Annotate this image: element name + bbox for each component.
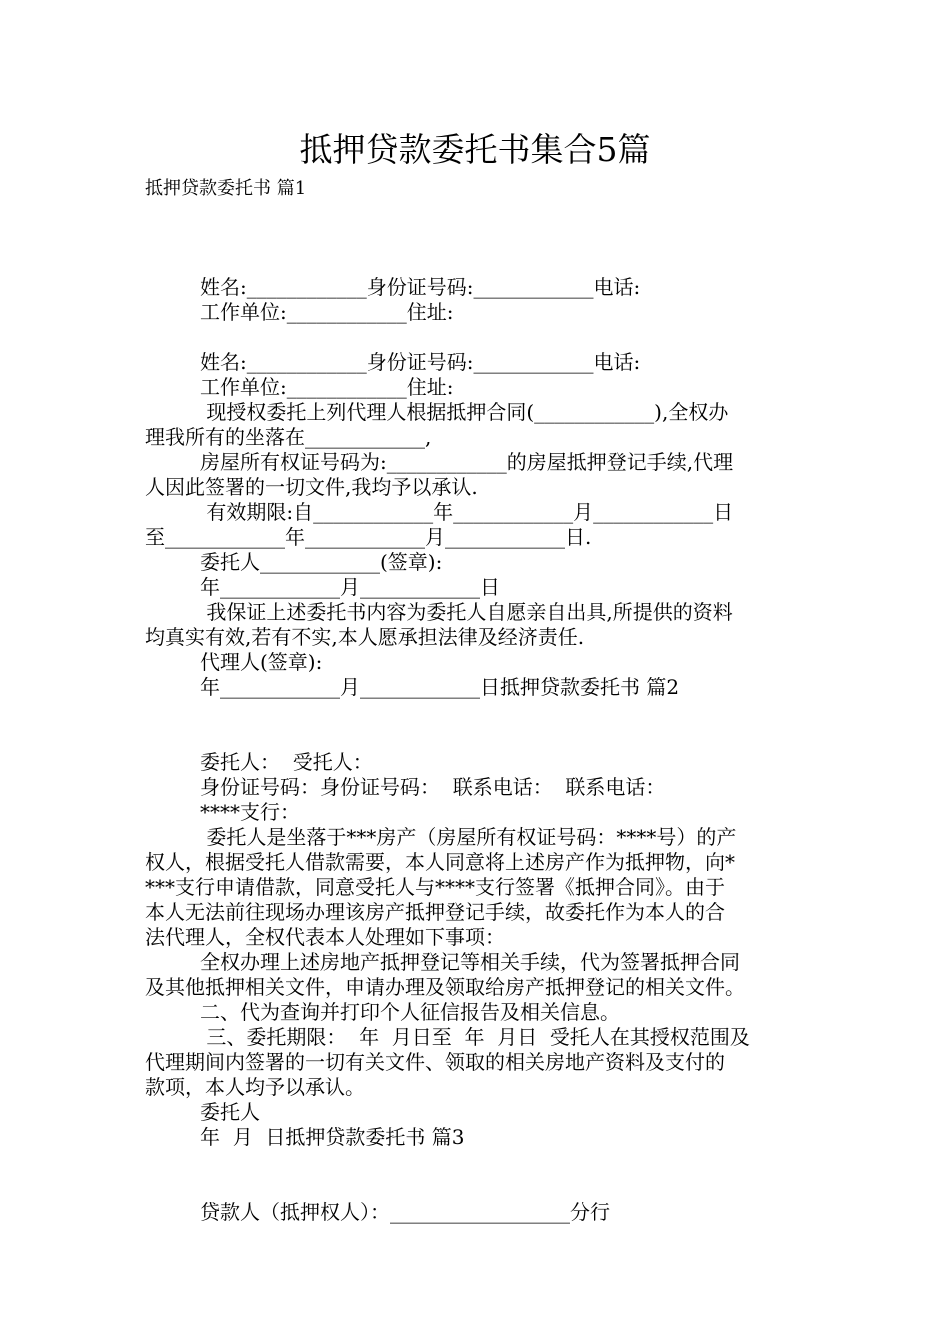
agent-date-and-heading-2: 年____________月____________日抵押贷款委托书 篇2: [200, 675, 680, 699]
item-one-line-2: 及其他抵押相关文件，申请办理及领取给房产抵押登记的相关文件。: [145, 975, 745, 999]
authorization-line-4: 人因此签署的一切文件,我均予以承认.: [145, 475, 478, 499]
statement-line-2: 权人，根据受托人借款需要，本人同意将上述房产作为抵押物，向*: [145, 850, 735, 874]
guarantee-line-1: 我保证上述委托书内容为委托人自愿亲自出具,所提供的资料: [200, 600, 733, 624]
parties-line: 委托人： 受托人：: [200, 750, 373, 774]
authorization-line-2: 理我所有的坐落在____________,: [145, 425, 432, 449]
principal-workplace-line: 工作单位:____________住址:: [200, 300, 454, 324]
statement-line-3: ***支行申请借款，同意受托人与****支行签署《抵押合同》。由于: [145, 875, 725, 899]
agent-signature-line: 代理人(签章):: [200, 650, 323, 674]
principal-signature-line: 委托人____________(签章):: [200, 550, 443, 574]
guarantee-line-2: 均真实有效,若有不实,本人愿承担法律及经济责任.: [145, 625, 585, 649]
item-three-line-1: 三、委托期限： 年 月日至 年 月日 受托人在其授权范围及: [200, 1025, 750, 1049]
statement-line-4: 本人无法前往现场办理该房产抵押登记手续，故委托作为本人的合: [145, 900, 725, 924]
date-and-heading-3: 年 月 日抵押贷款委托书 篇3: [200, 1125, 465, 1149]
item-two-line: 二、代为查询并打印个人征信报告及相关信息。: [200, 1000, 620, 1024]
lender-line: 贷款人（抵押权人）：__________________分行: [200, 1200, 610, 1224]
item-one-line-1: 全权办理上述房地产抵押登记等相关手续，代为签署抵押合同: [200, 950, 740, 974]
section-heading-1: 抵押贷款委托书 篇1: [145, 178, 307, 199]
principal-name-line: 姓名:____________身份证号码:____________电话:: [200, 275, 641, 299]
statement-line-5: 法代理人，全权代表本人处理如下事项：: [145, 925, 505, 949]
validity-line-2: 至____________年____________月____________日.: [145, 525, 592, 549]
item-three-line-2: 代理期间内签署的一切有关文件、领取的相关房地产资料及支付的: [145, 1050, 725, 1074]
statement-line-1: 委托人是坐落于***房产（房屋所有权证号码：****号）的产: [200, 825, 737, 849]
principal-date-line: 年____________月____________日: [200, 575, 500, 599]
document-title: 抵押贷款委托书集合5篇: [299, 130, 651, 169]
bank-branch-line: ****支行：: [200, 800, 300, 824]
agent-name-line: 姓名:____________身份证号码:____________电话:: [200, 350, 641, 374]
principal-label: 委托人: [200, 1100, 260, 1124]
agent-workplace-line: 工作单位:____________住址:: [200, 375, 454, 399]
item-three-line-3: 款项，本人均予以承认。: [145, 1075, 365, 1099]
authorization-line-3: 房屋所有权证号码为:____________的房屋抵押登记手续,代理: [200, 450, 734, 474]
validity-line-1: 有效期限:自____________年____________月____________日: [200, 500, 734, 524]
id-contact-line: 身份证号码：身份证号码： 联系电话： 联系电话：: [200, 775, 666, 799]
authorization-line-1: 现授权委托上列代理人根据抵押合同(____________),全权办: [200, 400, 729, 424]
